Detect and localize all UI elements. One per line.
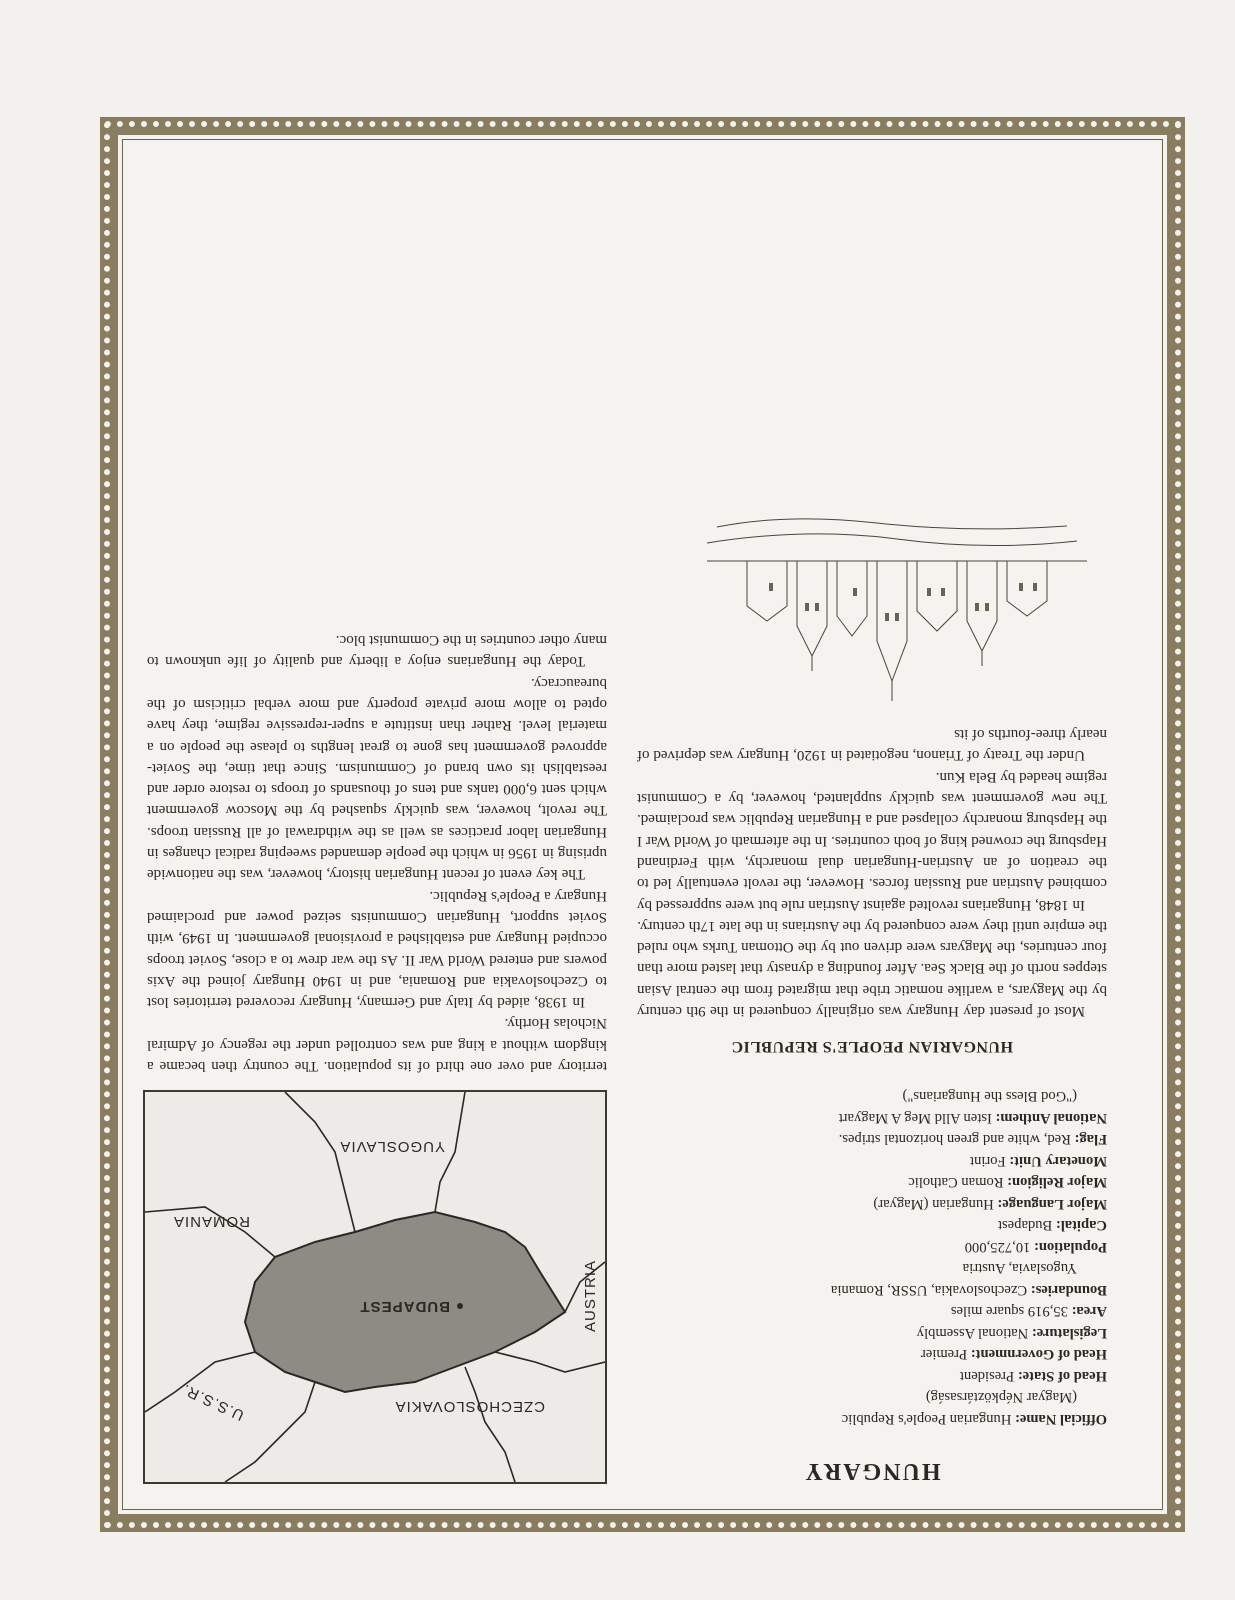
fact-label: National Anthem: <box>995 1110 1107 1126</box>
fact-area <box>637 1300 1107 1322</box>
fact-national-anthem <box>637 1085 1107 1128</box>
ornamental-border-frame <box>100 117 1185 1532</box>
fact-value: President <box>959 1368 1015 1384</box>
fact-major-language <box>637 1193 1107 1215</box>
fact-label: Boundaries: <box>1030 1282 1107 1298</box>
fact-label: Head of Government: <box>970 1346 1107 1363</box>
paragraph: In 1848, Hungarians revolted against Austrian rule but were suppressed by combined Austrian and Russian forces. However, the revolt eventually led to the creation of an Austrian-Hungarian dual monarchy, with Ferdinand Hapsburg the crowned king of both countries. In the aftermath of World War I the Hapsburg monarchy collapsed and a Hungarian Republic was proclaimed. The new government was quickly supplanted, however, by a Communist regime headed by Bela Kun. <box>637 768 1107 913</box>
fact-label: Area: <box>1071 1303 1107 1320</box>
map-label-czechoslovakia: CZECHOSLOVAKIA <box>394 1398 545 1415</box>
fact-label: Population: <box>1034 1239 1107 1255</box>
left-column <box>637 476 1107 1484</box>
fact-label: Flag: <box>1074 1131 1107 1148</box>
fact-continuation: ("God Bless the Hungarians") <box>902 1088 1077 1105</box>
fact-legislature <box>637 1322 1107 1344</box>
fact-value: Forint <box>969 1153 1006 1169</box>
country-facts <box>637 1085 1107 1429</box>
right-column <box>147 629 607 1484</box>
fact-value: Isten Alld Meg A Magyart <box>838 1110 992 1126</box>
hungary-map <box>143 1090 607 1484</box>
fact-value: Premier <box>920 1346 968 1363</box>
fact-label: Official Name: <box>1015 1411 1107 1427</box>
map-label-austria: AUSTRIA <box>582 1259 599 1332</box>
paragraph: Under the Treaty of Trianon, negotiated in 1920, Hungary was deprived of nearly three-fourths of its <box>637 726 1107 764</box>
map-label-yugoslavia: YUGOSLAVIA <box>339 1138 445 1155</box>
paragraph: Today the Hungarians enjoy a liberty and quality of life unknown to many other countries in the Communist bloc. <box>147 632 607 670</box>
fact-continuation: (Magyar Népköztársaság) <box>925 1389 1077 1406</box>
page-title: HUNGARY <box>803 1458 941 1484</box>
fact-official-name <box>637 1386 1107 1429</box>
fact-label: Head of State: <box>1017 1368 1107 1384</box>
paragraph: In 1938, aided by Italy and Germany, Hungary recovered territories lost to Czechoslovakia and Romania, and in 1940 Hungary joined the Axis powers and entered World War II. As the war drew to a close, Soviet troops occupied Hungary and established a provisional government. In 1949, with Soviet support, Hungarian Communists seized power and proclaimed Hungary a People's Republic. <box>147 887 607 1011</box>
castle-illustration <box>687 481 1107 711</box>
fact-value: Hungarian People's Republic <box>841 1411 1012 1427</box>
map-label-ussr: U.S.S.R. <box>179 1380 247 1424</box>
fact-value: Roman Catholic <box>908 1174 1004 1191</box>
fact-capital <box>637 1214 1107 1236</box>
fact-value: Hungarian (Magyar) <box>873 1196 994 1212</box>
map-label-budapest: BUDAPEST <box>359 1298 450 1315</box>
fact-label: Major Religion: <box>1007 1174 1107 1191</box>
fact-value: Budapest <box>997 1217 1053 1234</box>
fact-label: Major Language: <box>997 1196 1107 1212</box>
fact-head-of-government <box>637 1343 1107 1365</box>
fact-label: Legislature: <box>1031 1325 1107 1341</box>
history-text-left <box>637 723 1107 1021</box>
paragraph: Most of present day Hungary was originally conquered in the 9th century by the Magyars, a warlike nomatic tribe that migrated from the central Asian steppes north of the Black Sea. After founding a dynasty that lasted more than four centuries, the Magyars were driven out by the Ottoman Turks who ruled the empire until they were conquered by the Austrians in the late 17th century. <box>637 917 1107 1019</box>
fact-label: Capital: <box>1055 1217 1107 1234</box>
paragraph: territory and over one third of its population. The country then became a kingdom without a king and was controlled under the regency of Admiral Nicholas Horthy. <box>147 1015 607 1074</box>
paragraph: The key event of recent Hungarian history, however, was the nationwide uprising in 1956 in which the people demanded sweeping radical changes in Hungarian labor practices as well as the withdrawal of all Russian troops. The revolt, however, was quickly squashed by the Moscow government which sent 6,000 tanks and tens of thousands of troops to restore order and reestablish its own brand of Communism. Since that time, the Soviet-approved government has gone to great lengths to please the people on a material level. Rather than institute a super-repressive regime, they have opted to allow more private property and more verbal criticism of the bureaucracy. <box>147 674 607 883</box>
map-label-romania: ROMANIA <box>172 1213 250 1230</box>
fact-flag <box>637 1128 1107 1150</box>
fact-boundaries <box>637 1257 1107 1300</box>
fact-continuation: Yugoslavia, Austria <box>962 1260 1077 1277</box>
capital-dot <box>457 1303 463 1309</box>
map-svg <box>145 1092 605 1482</box>
fact-value: Czechoslovakia, USSR, Romania <box>830 1282 1028 1298</box>
fact-value: National Assembly <box>916 1325 1029 1341</box>
fact-monetary-unit <box>637 1150 1107 1172</box>
section-heading: HUNGARIAN PEOPLE'S REPUBLIC <box>731 1038 1013 1055</box>
fact-head-of-state <box>637 1365 1107 1387</box>
fact-label: Monetary Unit: <box>1009 1153 1107 1169</box>
fact-major-religion <box>637 1171 1107 1193</box>
fact-population <box>637 1236 1107 1258</box>
fact-value: 35,919 square miles <box>950 1303 1068 1320</box>
fact-value: Red, white and green horizontal stripes. <box>838 1131 1071 1148</box>
fact-value: 10,725,000 <box>964 1239 1031 1255</box>
history-text-right <box>147 629 607 1076</box>
